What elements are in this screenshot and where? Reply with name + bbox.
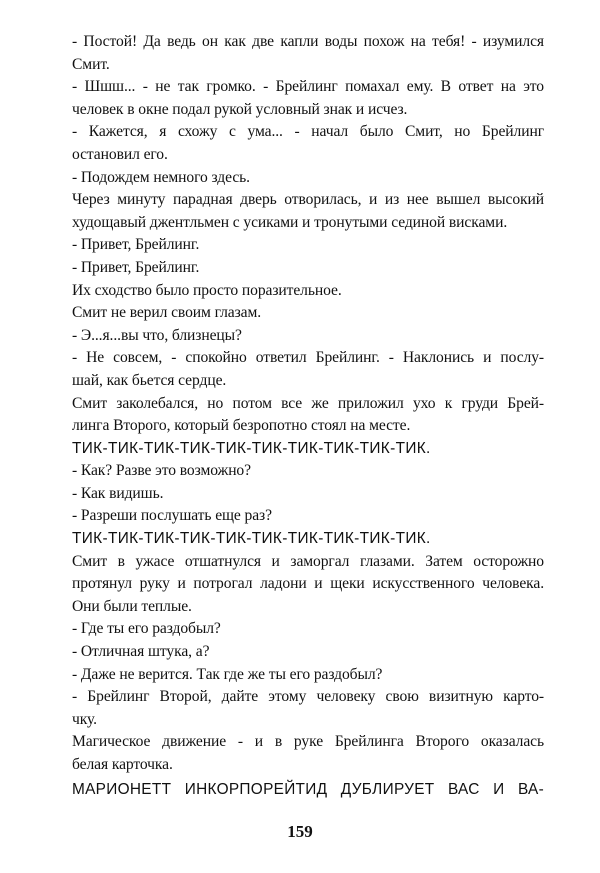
text-line: - Отличная штука, а?: [72, 643, 210, 661]
text-line: человек в окне подал рукой условный знак и исчез.: [72, 100, 408, 118]
paragraph: [72, 551, 544, 619]
text-line: - Разреши послушать еще раз?: [72, 507, 272, 525]
paragraph: [72, 731, 544, 776]
text-line: Магическое движение - и в руке Брейлинга Второго оказалась: [72, 733, 544, 751]
paragraph: [72, 280, 544, 303]
business-card-text: МАРИОНЕТТ ИНКОРПОРЕЙТИД ДУБЛИРУЕТ ВАС И ВА-: [72, 780, 544, 798]
text-line: - Э...я...вы что, близнецы?: [72, 326, 242, 344]
text-line: худощавый джентльмен с усиками и тронутыми сединой висками.: [72, 213, 508, 231]
text-line: - Привет, Брейлинг.: [72, 236, 200, 254]
text-line: - Где ты его раздобыл?: [72, 620, 221, 638]
paragraph: [72, 121, 544, 166]
text-line: Смит заколебался, но потом все же приложил ухо к груди Брей-: [72, 394, 544, 412]
text-line: Смит не верил своим глазам.: [72, 304, 262, 322]
text-line: Смит.: [72, 55, 110, 73]
tick-sound-line: ТИК-ТИК-ТИК-ТИК-ТИК-ТИК-ТИК-ТИК-ТИК-ТИК.: [72, 530, 431, 548]
text-line: - Как видишь.: [72, 484, 164, 502]
paragraph: [72, 167, 544, 190]
paragraph: [72, 483, 544, 506]
text-line: шай, как бьется сердце.: [72, 371, 227, 389]
text-line: - Подождем немного здесь.: [72, 168, 250, 186]
paragraph: [72, 31, 544, 76]
text-line: Они были теплые.: [72, 597, 192, 615]
text-line: Их сходство было просто поразительное.: [72, 281, 342, 299]
text-line: - Привет, Брейлинг.: [72, 258, 200, 276]
paragraph: [72, 505, 544, 528]
text-line: - Как? Разве это возможно?: [72, 462, 251, 480]
text-line: белая карточка.: [72, 756, 173, 773]
text-line: - Постой! Да ведь он как две капли воды похож на тебя! - изумился: [72, 33, 544, 50]
text-line: - Шшш... - не так громко. - Брейлинг помахал ему. В ответ на это: [72, 78, 544, 96]
paragraph: [72, 347, 544, 392]
paragraph: [72, 257, 544, 280]
paragraph: [72, 641, 544, 664]
text-line: протянул руку и потрогал ладони и щеки искусственного человека.: [72, 575, 544, 593]
paragraph: [72, 664, 544, 687]
paragraph: [72, 302, 544, 325]
paragraph: [72, 393, 544, 438]
text-line: - Брейлинг Второй, дайте этому человеку свою визитную карто-: [72, 688, 544, 706]
paragraph: [72, 325, 544, 348]
page-number: 159: [287, 822, 313, 841]
text-line: чку.: [72, 710, 97, 728]
tick-sound-line: ТИК-ТИК-ТИК-ТИК-ТИК-ТИК-ТИК-ТИК-ТИК-ТИК.: [72, 439, 431, 457]
paragraph: [72, 234, 544, 257]
text-line: - Даже не верится. Так где же ты его раздобыл?: [72, 665, 383, 683]
paragraph: [72, 618, 544, 641]
text-line: - Кажется, я схожу с ума... - начал было Смит, но Брейлинг: [72, 123, 544, 141]
text-line: линга Второго, который безропотно стоял на месте.: [72, 417, 411, 435]
paragraph: [72, 76, 544, 121]
text-line: Через минуту парадная дверь отворилась, и из нее вышел высокий: [72, 191, 544, 209]
text-line: Смит в ужасе отшатнулся и заморгал глазами. Затем осторожно: [72, 552, 544, 570]
text-line: - Не совсем, - спокойно ответил Брейлинг. - Наклонись и послу-: [72, 349, 544, 367]
paragraph: [72, 189, 544, 234]
paragraph: [72, 460, 544, 483]
page-body-text: [72, 31, 544, 817]
text-line: остановил его.: [72, 145, 168, 163]
paragraph: [72, 686, 544, 731]
